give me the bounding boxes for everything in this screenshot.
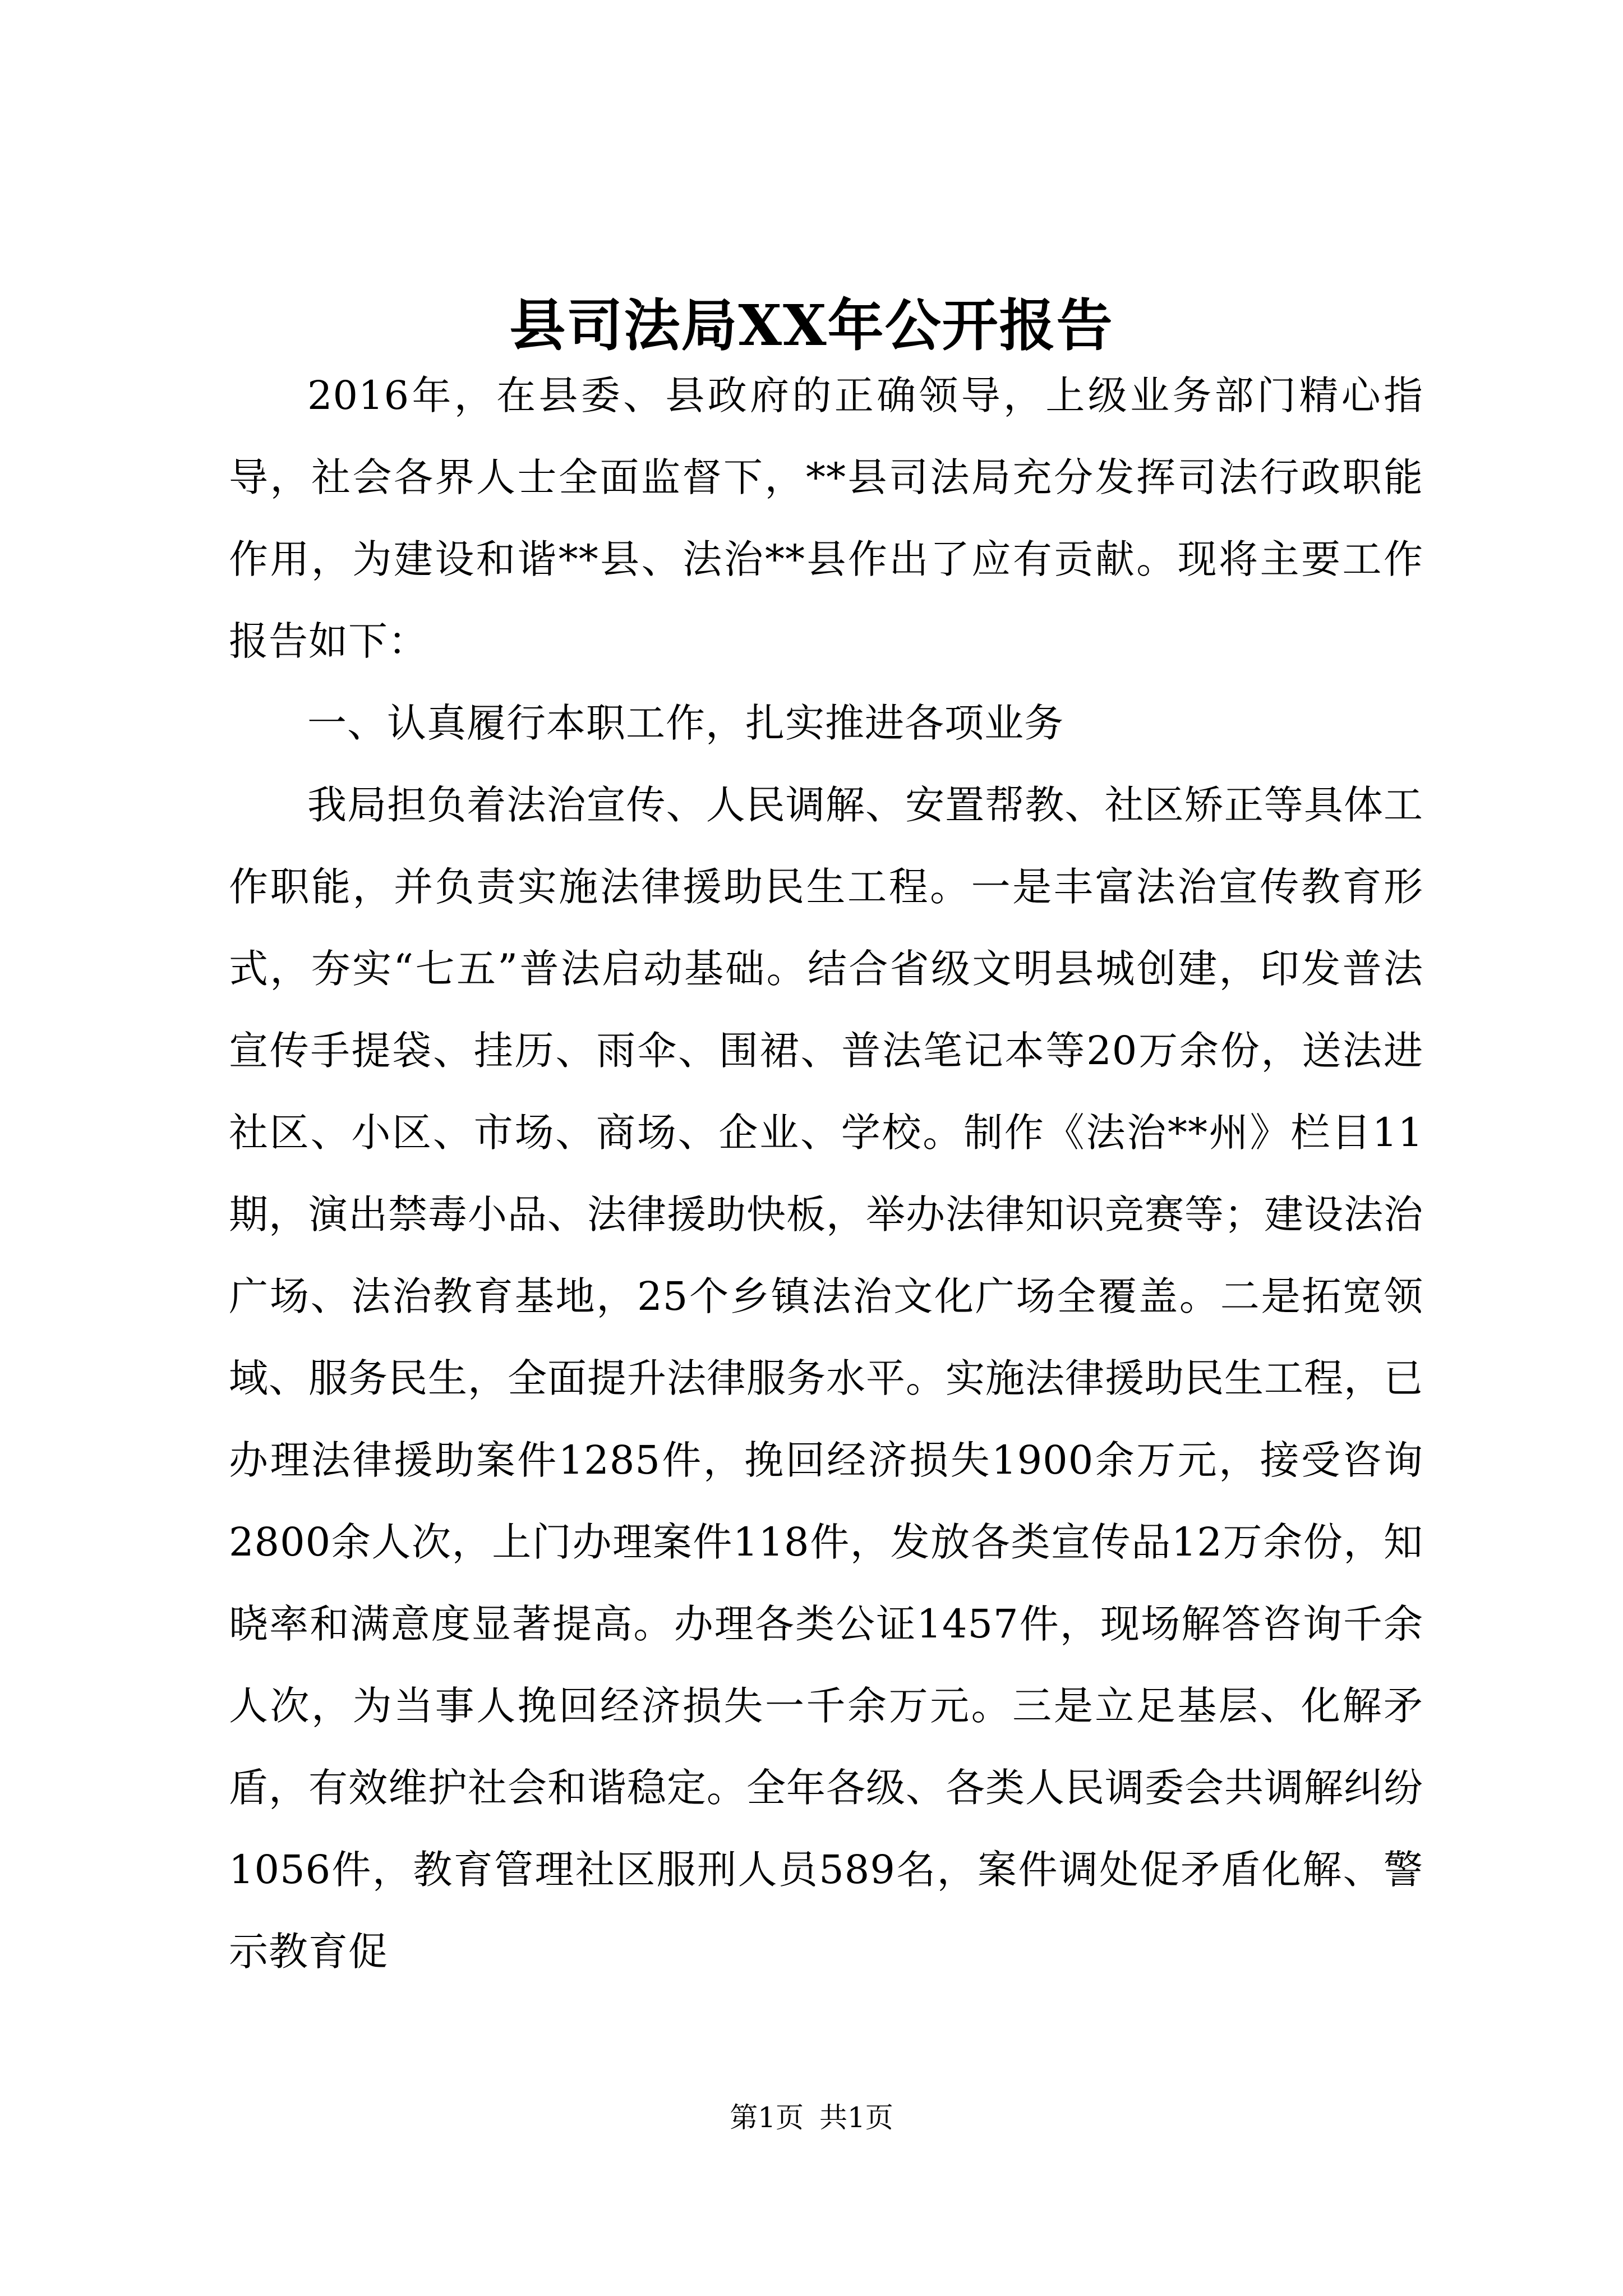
intro-paragraph: 2016年，在县委、县政府的正确领导，上级业务部门精心指导，社会各界人士全面监督下，**县司法局充分发挥司法行政职能作用，为建设和谐**县、法治**县作出了应有贡献。现将主要工作报告如下： <box>229 372 1423 664</box>
document-title: 县司法局XX年公开报告 <box>509 292 1114 358</box>
page-footer <box>0 2098 1623 2137</box>
page-total: 共1页 <box>819 2101 893 2134</box>
section-heading: 一、认真履行本职工作，扎实推进各项业务 <box>307 700 1064 746</box>
document-body <box>229 355 1423 1993</box>
body-paragraph: 我局担负着法治宣传、人民调解、安置帮教、社区矫正等具体工作职能，并负责实施法律援助民生工程。一是丰富法治宣传教育形式，夯实“七五”普法启动基础。结合省级文明县城创建，印发普法宣传手提袋、挂历、雨伞、围裙、普法笔记本等20万余份，送法进社区、小区、市场、商场、企业、学校。制作《法治**州》栏目11期，演出禁毒小品、法律援助快板，举办法律知识竞赛等；建设法治广场、法治教育基地，25个乡镇法治文化广场全覆盖。二是拓宽领域、服务民生，全面提升法律服务水平。实施法律援助民生工程，已办理法律援助案件1285件，挽回经济损失1900余万元，接受咨询2800余人次，上门办理案件118件，发放各类宣传品12万余份，知晓率和满意度显著提高。办理各类公证1457件，现场解答咨询千余人次，为当事人挽回经济损失一千余万元。三是立足基层、化解矛盾，有效维护社会和谐稳定。全年各级、各类人民调委会共调解纠纷1056件，教育管理社区服刑人员589名，案件调处促矛盾化解、警示教育促 <box>229 782 1423 1975</box>
page-number: 第1页 <box>730 2101 804 2134</box>
